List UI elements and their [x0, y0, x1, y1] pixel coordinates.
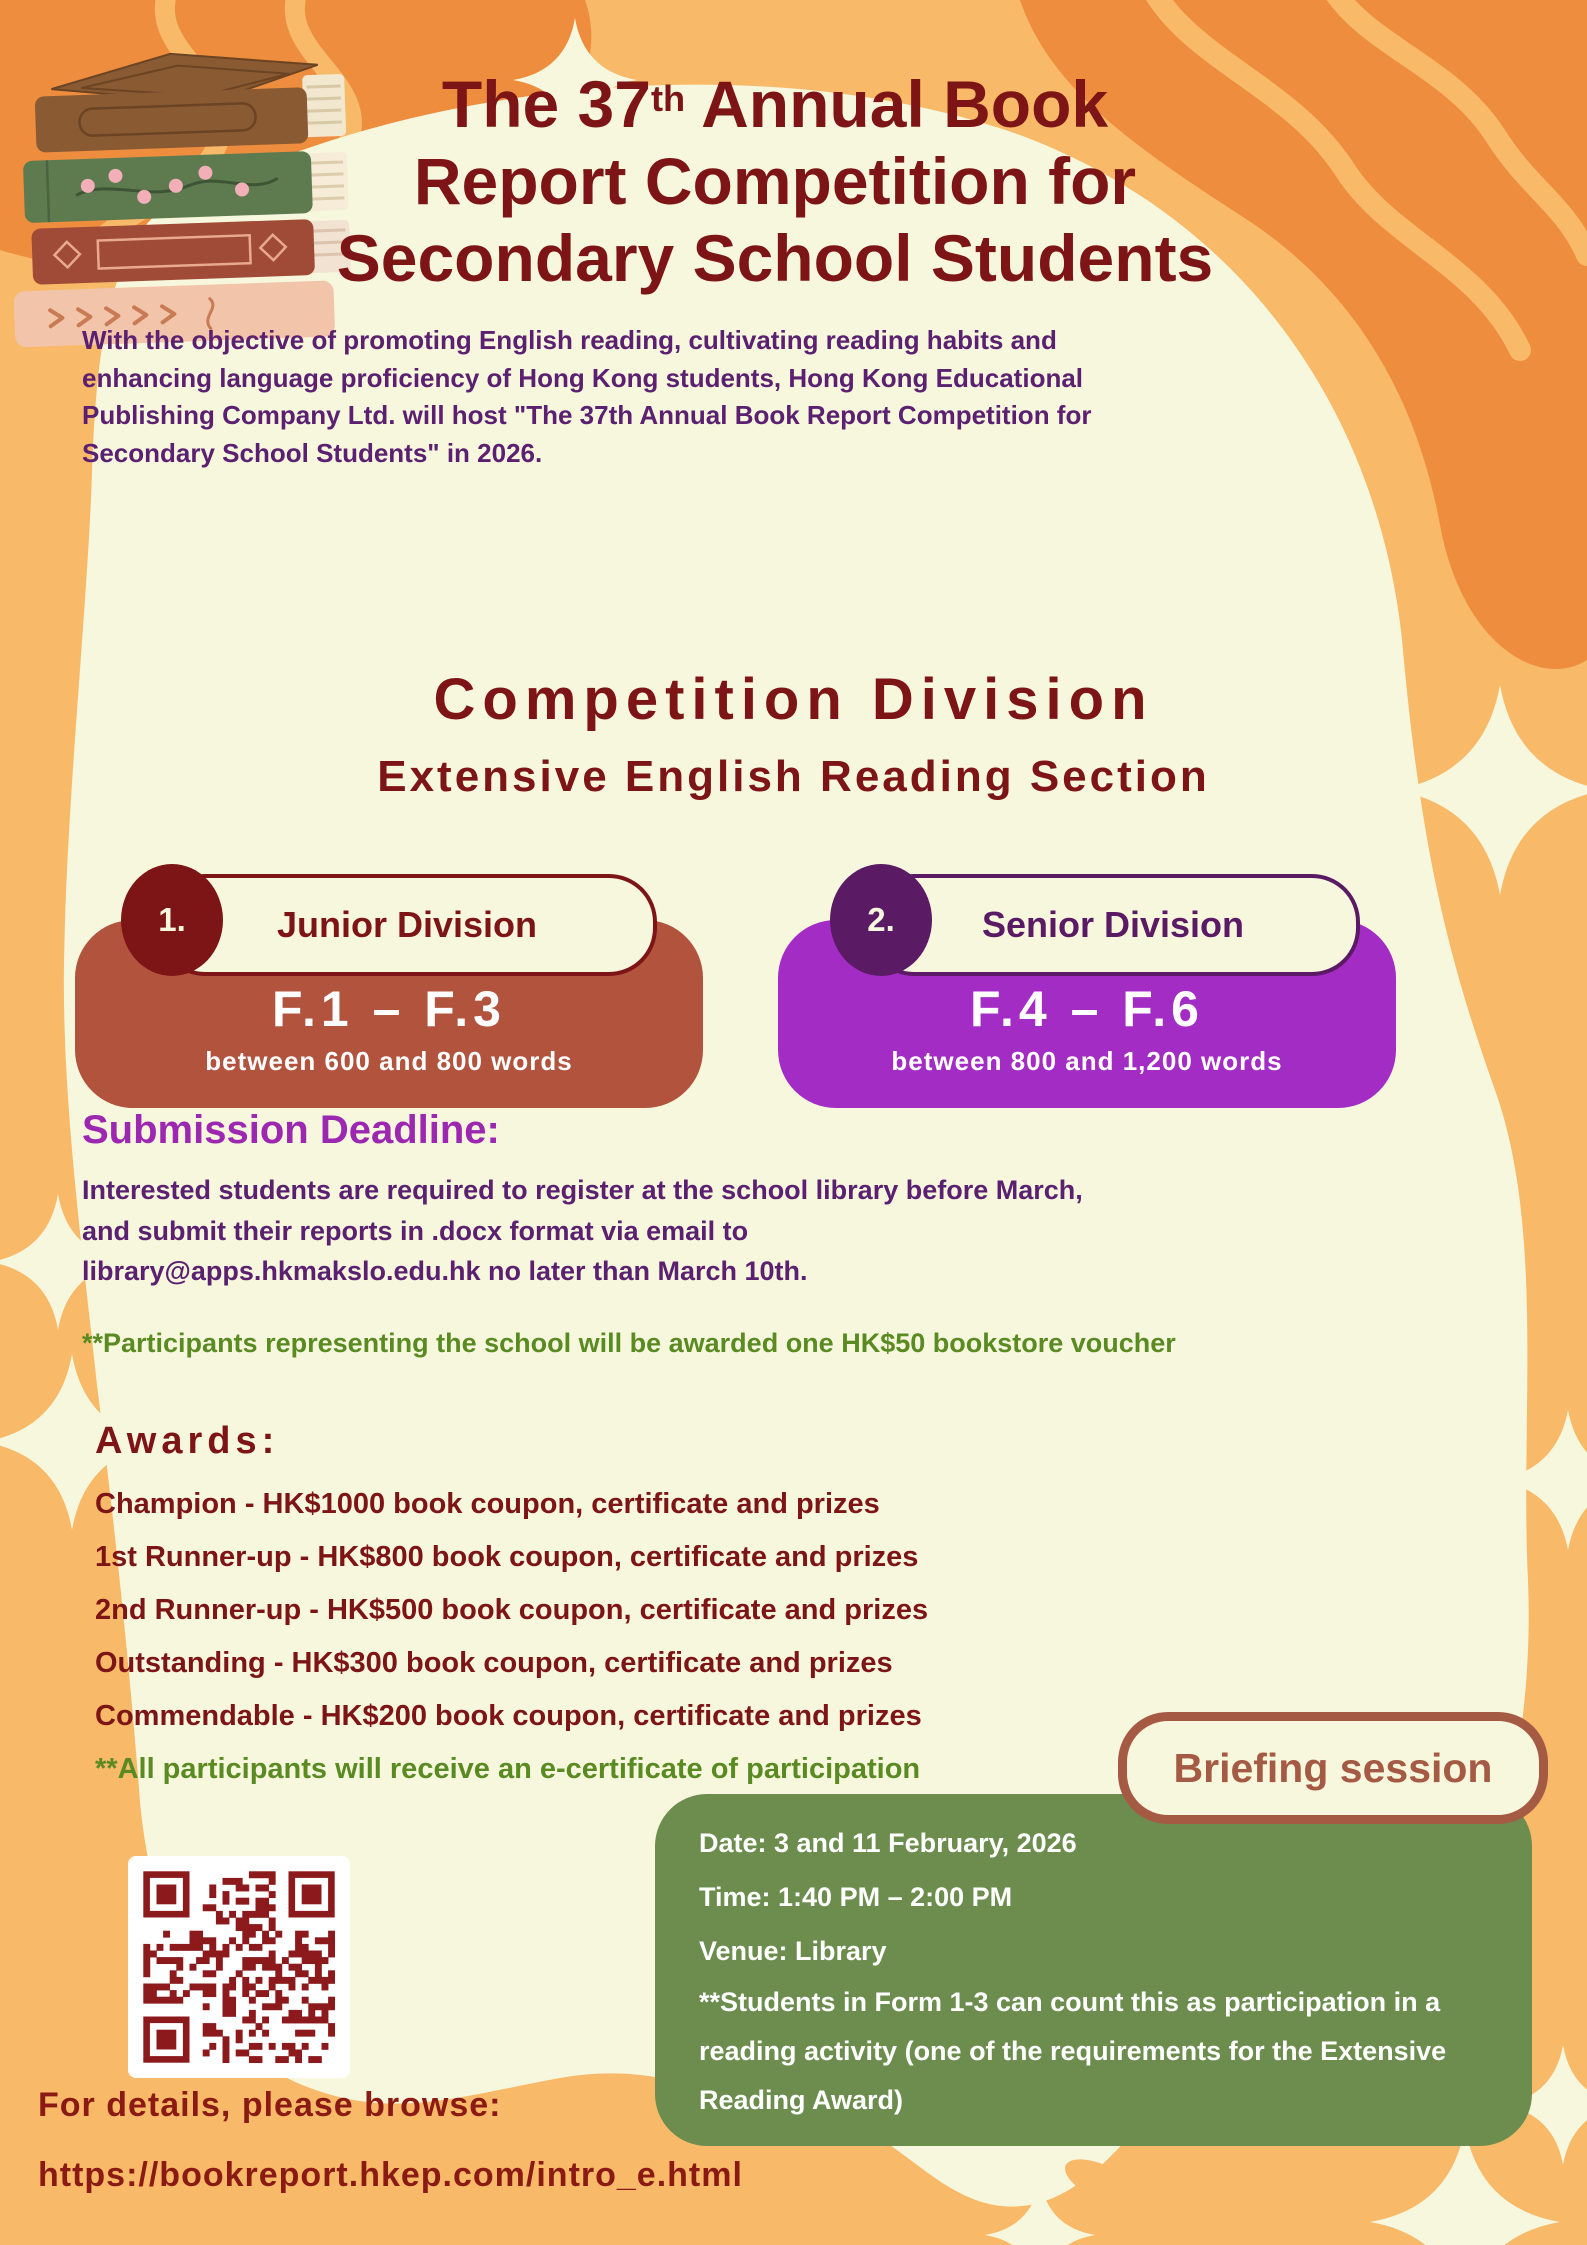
- senior-division-label: Senior Division: [866, 874, 1360, 976]
- title-superscript: th: [650, 77, 686, 119]
- briefing-time: Time: 1:40 PM – 2:00 PM: [699, 1882, 1013, 1912]
- competition-division-heading: Competition Division: [433, 667, 1154, 732]
- briefing-details-box: [655, 1794, 1532, 2146]
- submission-deadline-heading: Submission Deadline:: [82, 1108, 500, 1152]
- awards-list: [95, 1478, 1045, 1796]
- junior-division-label: Junior Division: [157, 874, 657, 976]
- submission-deadline-body: Interested students are required to register at the school library before March, and submit their reports in .docx format via email to library@apps.hkmakslo.edu.hk no later than March 10th.: [82, 1175, 1083, 1286]
- senior-division-card: [778, 868, 1396, 1108]
- award-row-2nd-runner-up: 2nd Runner-up - HK$500 book coupon, certificate and prizes: [95, 1594, 929, 1626]
- senior-forms-range: F.4 – F.6: [970, 981, 1204, 1037]
- award-row-commendable: Commendable - HK$200 book coupon, certificate and prizes: [95, 1700, 922, 1732]
- qr-code-icon: [140, 1868, 338, 2066]
- briefing-note: **Students in Form 1-3 can count this as participation in a reading activity (one of the requirements for the Extensive Reading Award): [699, 1987, 1447, 2115]
- awards-heading: Awards:: [95, 1420, 280, 1462]
- senior-number-badge: 2.: [830, 864, 932, 976]
- junior-number-badge: 1.: [121, 864, 223, 976]
- award-row-1st-runner-up: 1st Runner-up - HK$800 book coupon, certificate and prizes: [95, 1541, 919, 1573]
- intro-paragraph: With the objective of promoting English reading, cultivating reading habits and enhancing language proficiency of Hong Kong students, Hong Kong Educational Publishing Company Ltd. will host "The 37th Annual Book Report Competition for Secondary School Students" in 2026.: [82, 325, 1092, 469]
- title-line-1: The 37th Annual Book: [441, 67, 1109, 141]
- award-row-outstanding: Outstanding - HK$300 book coupon, certificate and prizes: [95, 1647, 893, 1679]
- voucher-note: **Participants representing the school will be awarded one HK$50 bookstore voucher: [82, 1328, 1176, 1358]
- junior-forms-range: F.1 – F.3: [272, 981, 506, 1037]
- briefing-date: Date: 3 and 11 February, 2026: [699, 1828, 1077, 1858]
- competition-section-subheading: Extensive English Reading Section: [377, 752, 1210, 801]
- title-line-2: Report Competition for: [413, 144, 1137, 219]
- details-prompt: For details, please browse:: [38, 2086, 502, 2124]
- page-title: [230, 66, 1320, 298]
- junior-word-count: between 600 and 800 words: [205, 1046, 573, 1076]
- qr-code: [128, 1856, 350, 2078]
- senior-word-count: between 800 and 1,200 words: [891, 1046, 1283, 1076]
- details-url[interactable]: https://bookreport.hkep.com/intro_e.html: [38, 2156, 743, 2194]
- award-row-champion: Champion - HK$1000 book coupon, certificate and prizes: [95, 1488, 880, 1520]
- briefing-session-badge: Briefing session: [1118, 1712, 1548, 1824]
- title-line-3: Secondary School Students: [336, 221, 1214, 296]
- ecertificate-note: **All participants will receive an e-certificate of participation: [95, 1753, 921, 1785]
- junior-division-card: [75, 868, 703, 1108]
- briefing-venue: Venue: Library: [699, 1936, 887, 1966]
